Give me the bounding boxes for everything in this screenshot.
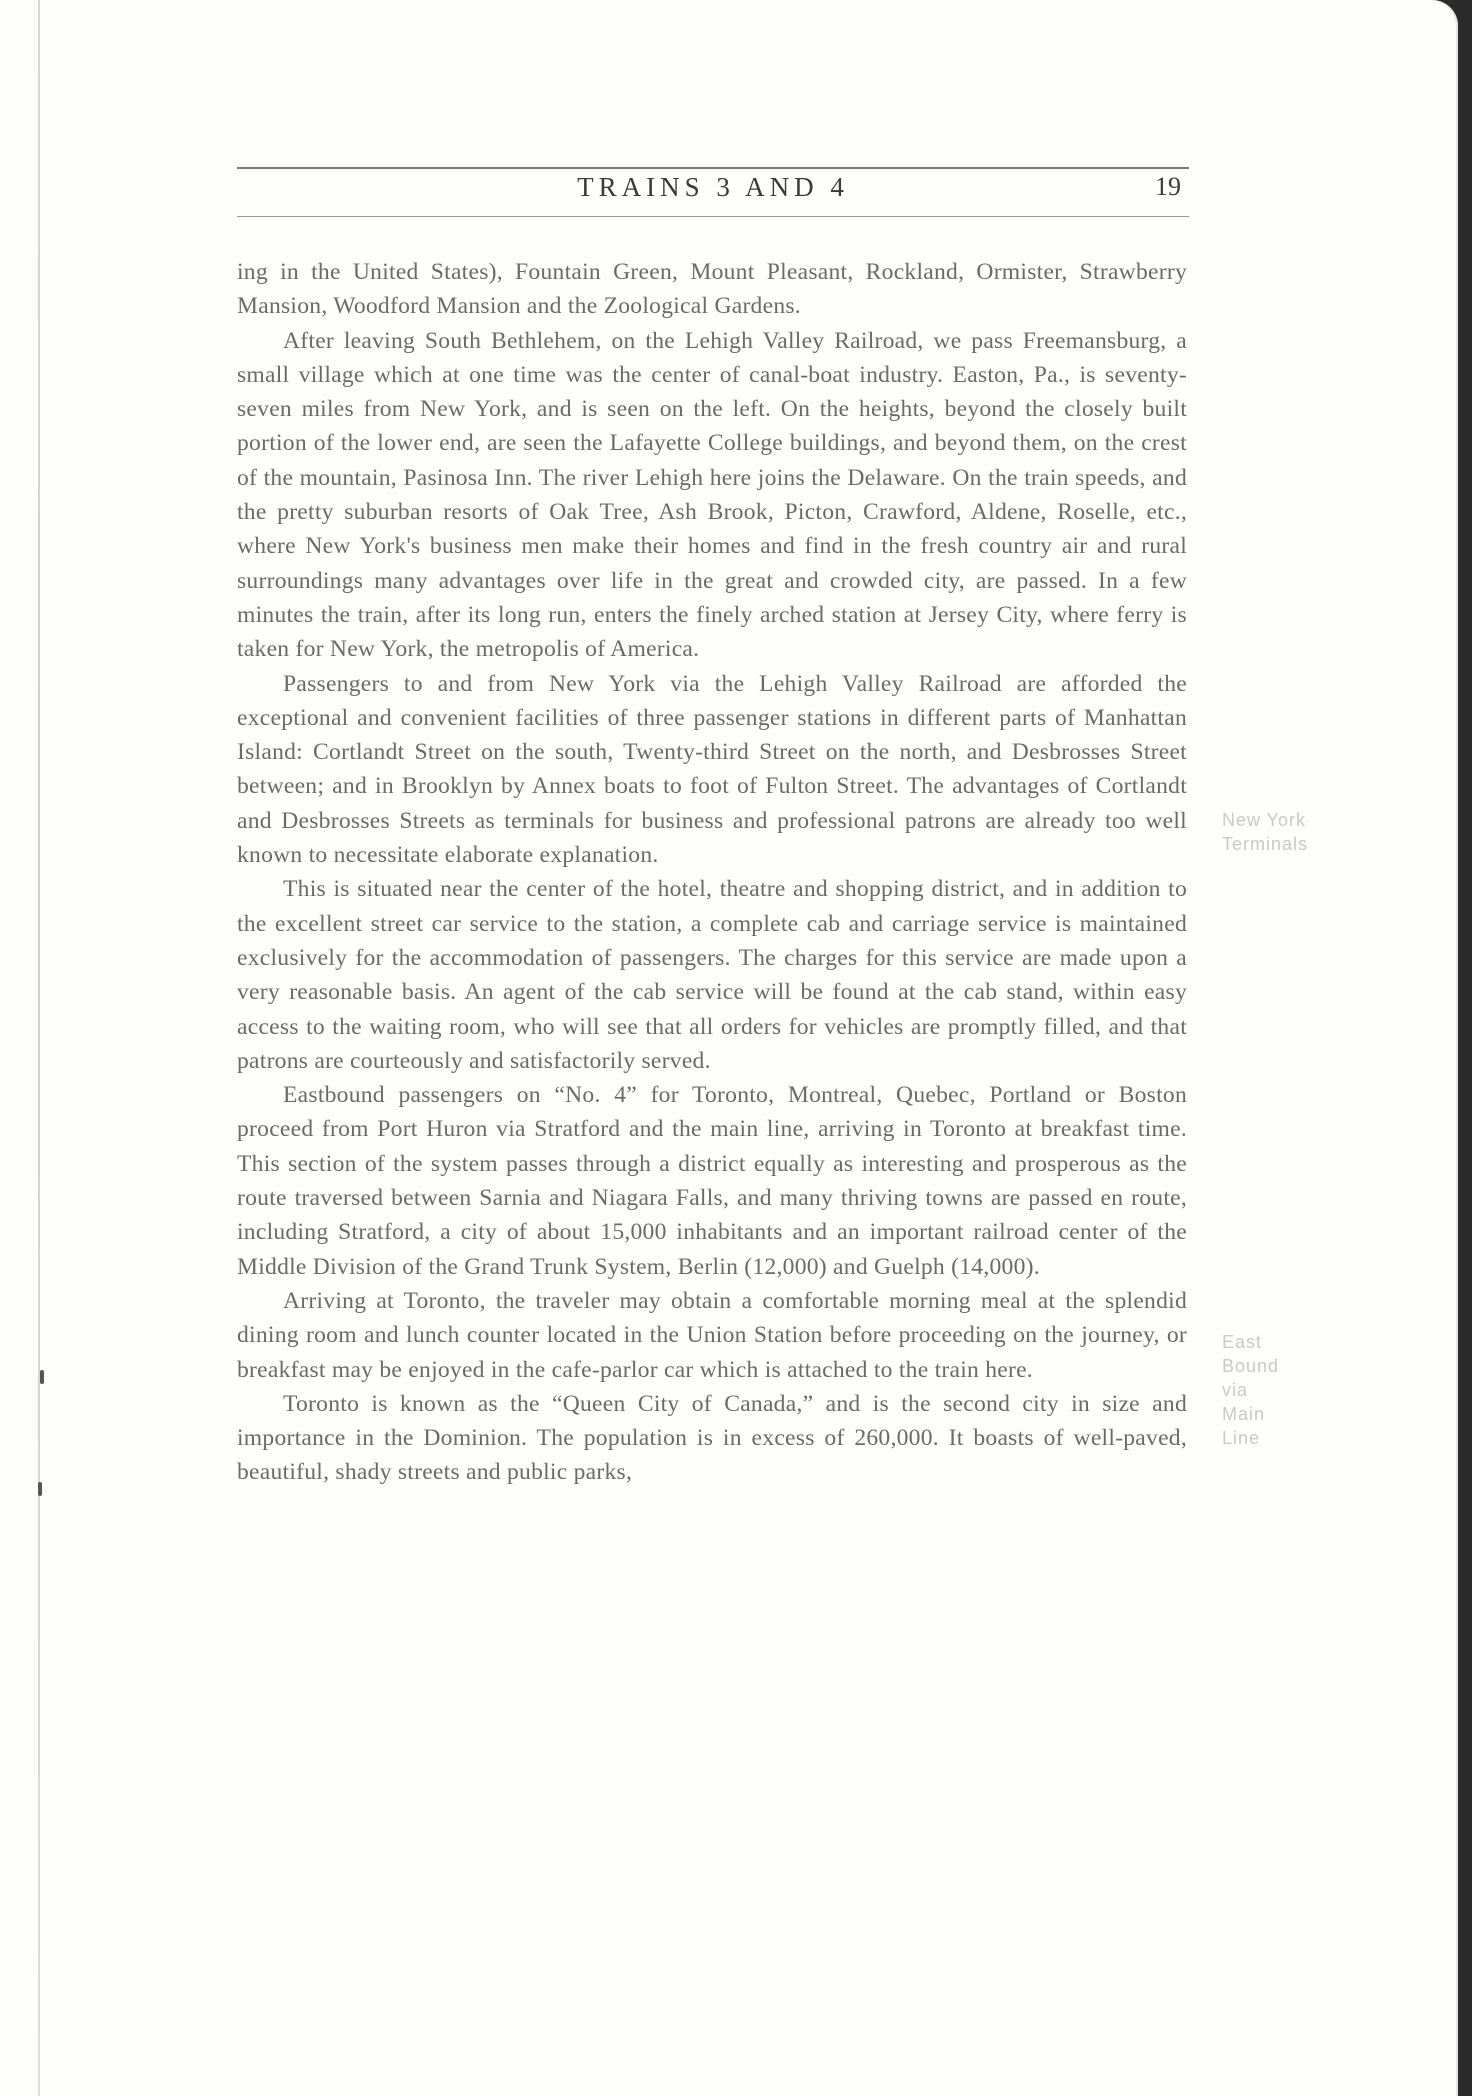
body-text [237, 255, 1187, 1490]
paragraph: This is situated near the center of the hotel, theatre and shopping district, and in addition to the excellent street car service to the station, a complete cab and carriage service is maintained exclusively for the accommodation of passengers. The charges for this service are made upon a very reasonable basis. An agent of the cab service will be found at the cab stand, within easy access to the waiting room, who will see that all orders for vehicles are promptly filled, and that patrons are courteously and satisfactorily served. [237, 876, 1187, 1074]
margin-note-line: Main [1222, 1404, 1266, 1424]
margin-note-line: Bound [1222, 1356, 1280, 1376]
running-head [237, 168, 1189, 208]
page-gutter-edge [38, 0, 40, 2096]
paragraph: Eastbound passengers on “No. 4” for Toronto, Montreal, Quebec, Portland or Boston proceed from Port Huron via Stratford and the main line, arriving in Toronto at breakfast time. This section of the system passes through a district equally as interesting and prosperous as the route traversed between Sarnia and Niagara Falls, and many thriving towns are passed en route, including Stratford, a city of about 15,000 inhabitants and an important railroad center of the Middle Division of the Grand Trunk System, Berlin (12,000) and Guelph (14,000). [237, 1082, 1187, 1280]
margin-note-line: Line [1222, 1428, 1261, 1448]
paragraph: Arriving at Toronto, the traveler may obtain a comfortable morning meal at the splendid dining room and lunch counter located in the Union Station before proceeding on the journey, or breakfast may be enjoyed in the cafe-parlor car which is attached to the train here. [237, 1287, 1187, 1383]
running-title: TRAINS 3 AND 4 [577, 172, 849, 202]
margin-note-line: via [1222, 1380, 1249, 1400]
margin-note-line: East [1222, 1332, 1263, 1352]
margin-note-line: Terminals [1222, 834, 1309, 854]
scan-mark [38, 1482, 42, 1496]
margin-note-east-bound [1222, 1330, 1372, 1450]
margin-note-line: New York [1222, 810, 1307, 830]
header-rule-bottom [237, 216, 1189, 217]
page-number: 19 [1155, 172, 1181, 201]
margin-note-new-york-terminals [1222, 808, 1372, 856]
scan-mark [40, 1370, 44, 1384]
paragraph: ing in the United States), Fountain Green, Mount Pleasant, Rockland, Ormister, Strawberry Mansion, Woodford Mansion and the Zoological Gardens. [237, 259, 1187, 320]
paragraph: After leaving South Bethlehem, on the Lehigh Valley Railroad, we pass Freemansburg, a small village which at one time was the center of canal-boat industry. Easton, Pa., is seventy-seven miles from New York, and is seen on the left. On the heights, beyond the closely built portion of the lower end, are seen the Lafayette College buildings, and beyond them, on the crest of the mountain, Pasinosa Inn. The river Lehigh here joins the Delaware. On the train speeds, and the pretty suburban resorts of Oak Tree, Ash Brook, Picton, Crawford, Aldene, Roselle, etc., where New York's business men make their homes and find in the fresh country air and rural surroundings many advantages over life in the great and crowded city, are passed. In a few minutes the train, after its long run, enters the finely arched station at Jersey City, where ferry is taken for New York, the metropolis of America. [237, 327, 1187, 663]
paragraph: Toronto is known as the “Queen City of Canada,” and is the second city in size and importance in the Dominion. The population is in excess of 260,000. It boasts of well-paved, beautiful, shady streets and public parks, [237, 1390, 1187, 1486]
paragraph: Passengers to and from New York via the Lehigh Valley Railroad are afforded the exceptional and convenient facilities of three passenger stations in different parts of Manhattan Island: Cortlandt Street on the south, Twenty-third Street on the north, and Desbrosses Street between; and in Brooklyn by Annex boats to foot of Fulton Street. The advantages of Cortlandt and Desbrosses Streets as terminals for business and professional patrons are already too well known to necessitate elaborate explanation. [237, 670, 1187, 869]
